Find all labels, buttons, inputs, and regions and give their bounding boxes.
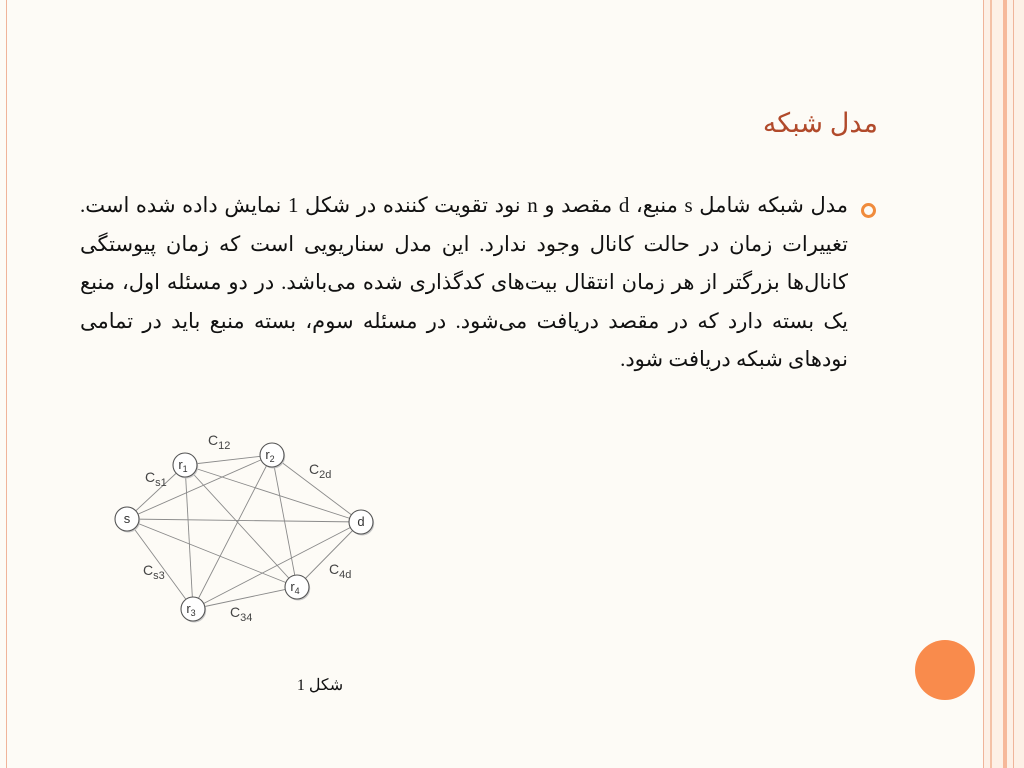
bullet-paragraph: مدل شبکه شامل s منبع، d مقصد و n نود تقویت کننده در شکل 1 نمایش داده شده است. تغییرات زمان در حالت کانال وجود ندارد. این مدل سناریویی است که زمان پیوستگی کانال‌ها بزرگتر از هر زمان انتقال بیت‌های کدگذاری شده می‌باشد. در دو مسئله اول، منبع یک بسته دارد که در مقصد دریافت می‌شود. در مسئله سوم، بسته منبع باید در تمامی نودهای شبکه دریافت شود. [80,193,849,371]
node-label: d [357,514,365,529]
node-label: $r_4$ [290,579,300,596]
slide-border-line [983,0,984,768]
slide-border-line [1003,0,1007,768]
edge-d-r4 [297,522,361,587]
slide-title: مدل شبکه [762,108,878,138]
node-s [115,507,140,533]
node-label: $r_2$ [265,447,275,464]
figure-caption: شکل 1 [296,677,344,694]
slide-border-left [6,0,7,768]
edge-r3-r4 [193,587,297,609]
edge-label: $C_{s1}$ [145,469,167,489]
edge-r1-r2 [185,455,272,465]
node-r1 [173,453,198,479]
node-r4 [285,575,310,601]
edge-label: $C_{4d}$ [329,561,352,581]
slide-border-line [1013,0,1014,768]
edge-r2-r3 [193,455,272,609]
edge-label: $C_{12}$ [208,432,231,452]
edge-label: $C_{2d}$ [309,461,332,481]
network-diagram [108,426,380,630]
decorative-circle [915,640,975,700]
edge-label: $C_{34}$ [230,604,253,624]
node-label: $r_3$ [186,601,196,618]
node-r2 [260,443,285,469]
edge-s-d [127,519,361,522]
edge-r1-r3 [185,465,193,609]
node-d [349,510,374,536]
slide-border-line [990,0,992,768]
node-r3 [181,597,206,623]
node-label: $r_1$ [178,457,188,474]
edge-label: $C_{s3}$ [143,562,165,582]
node-label: s [123,511,131,526]
bullet-ring-icon [861,203,876,218]
edge-s-r2 [127,455,272,519]
